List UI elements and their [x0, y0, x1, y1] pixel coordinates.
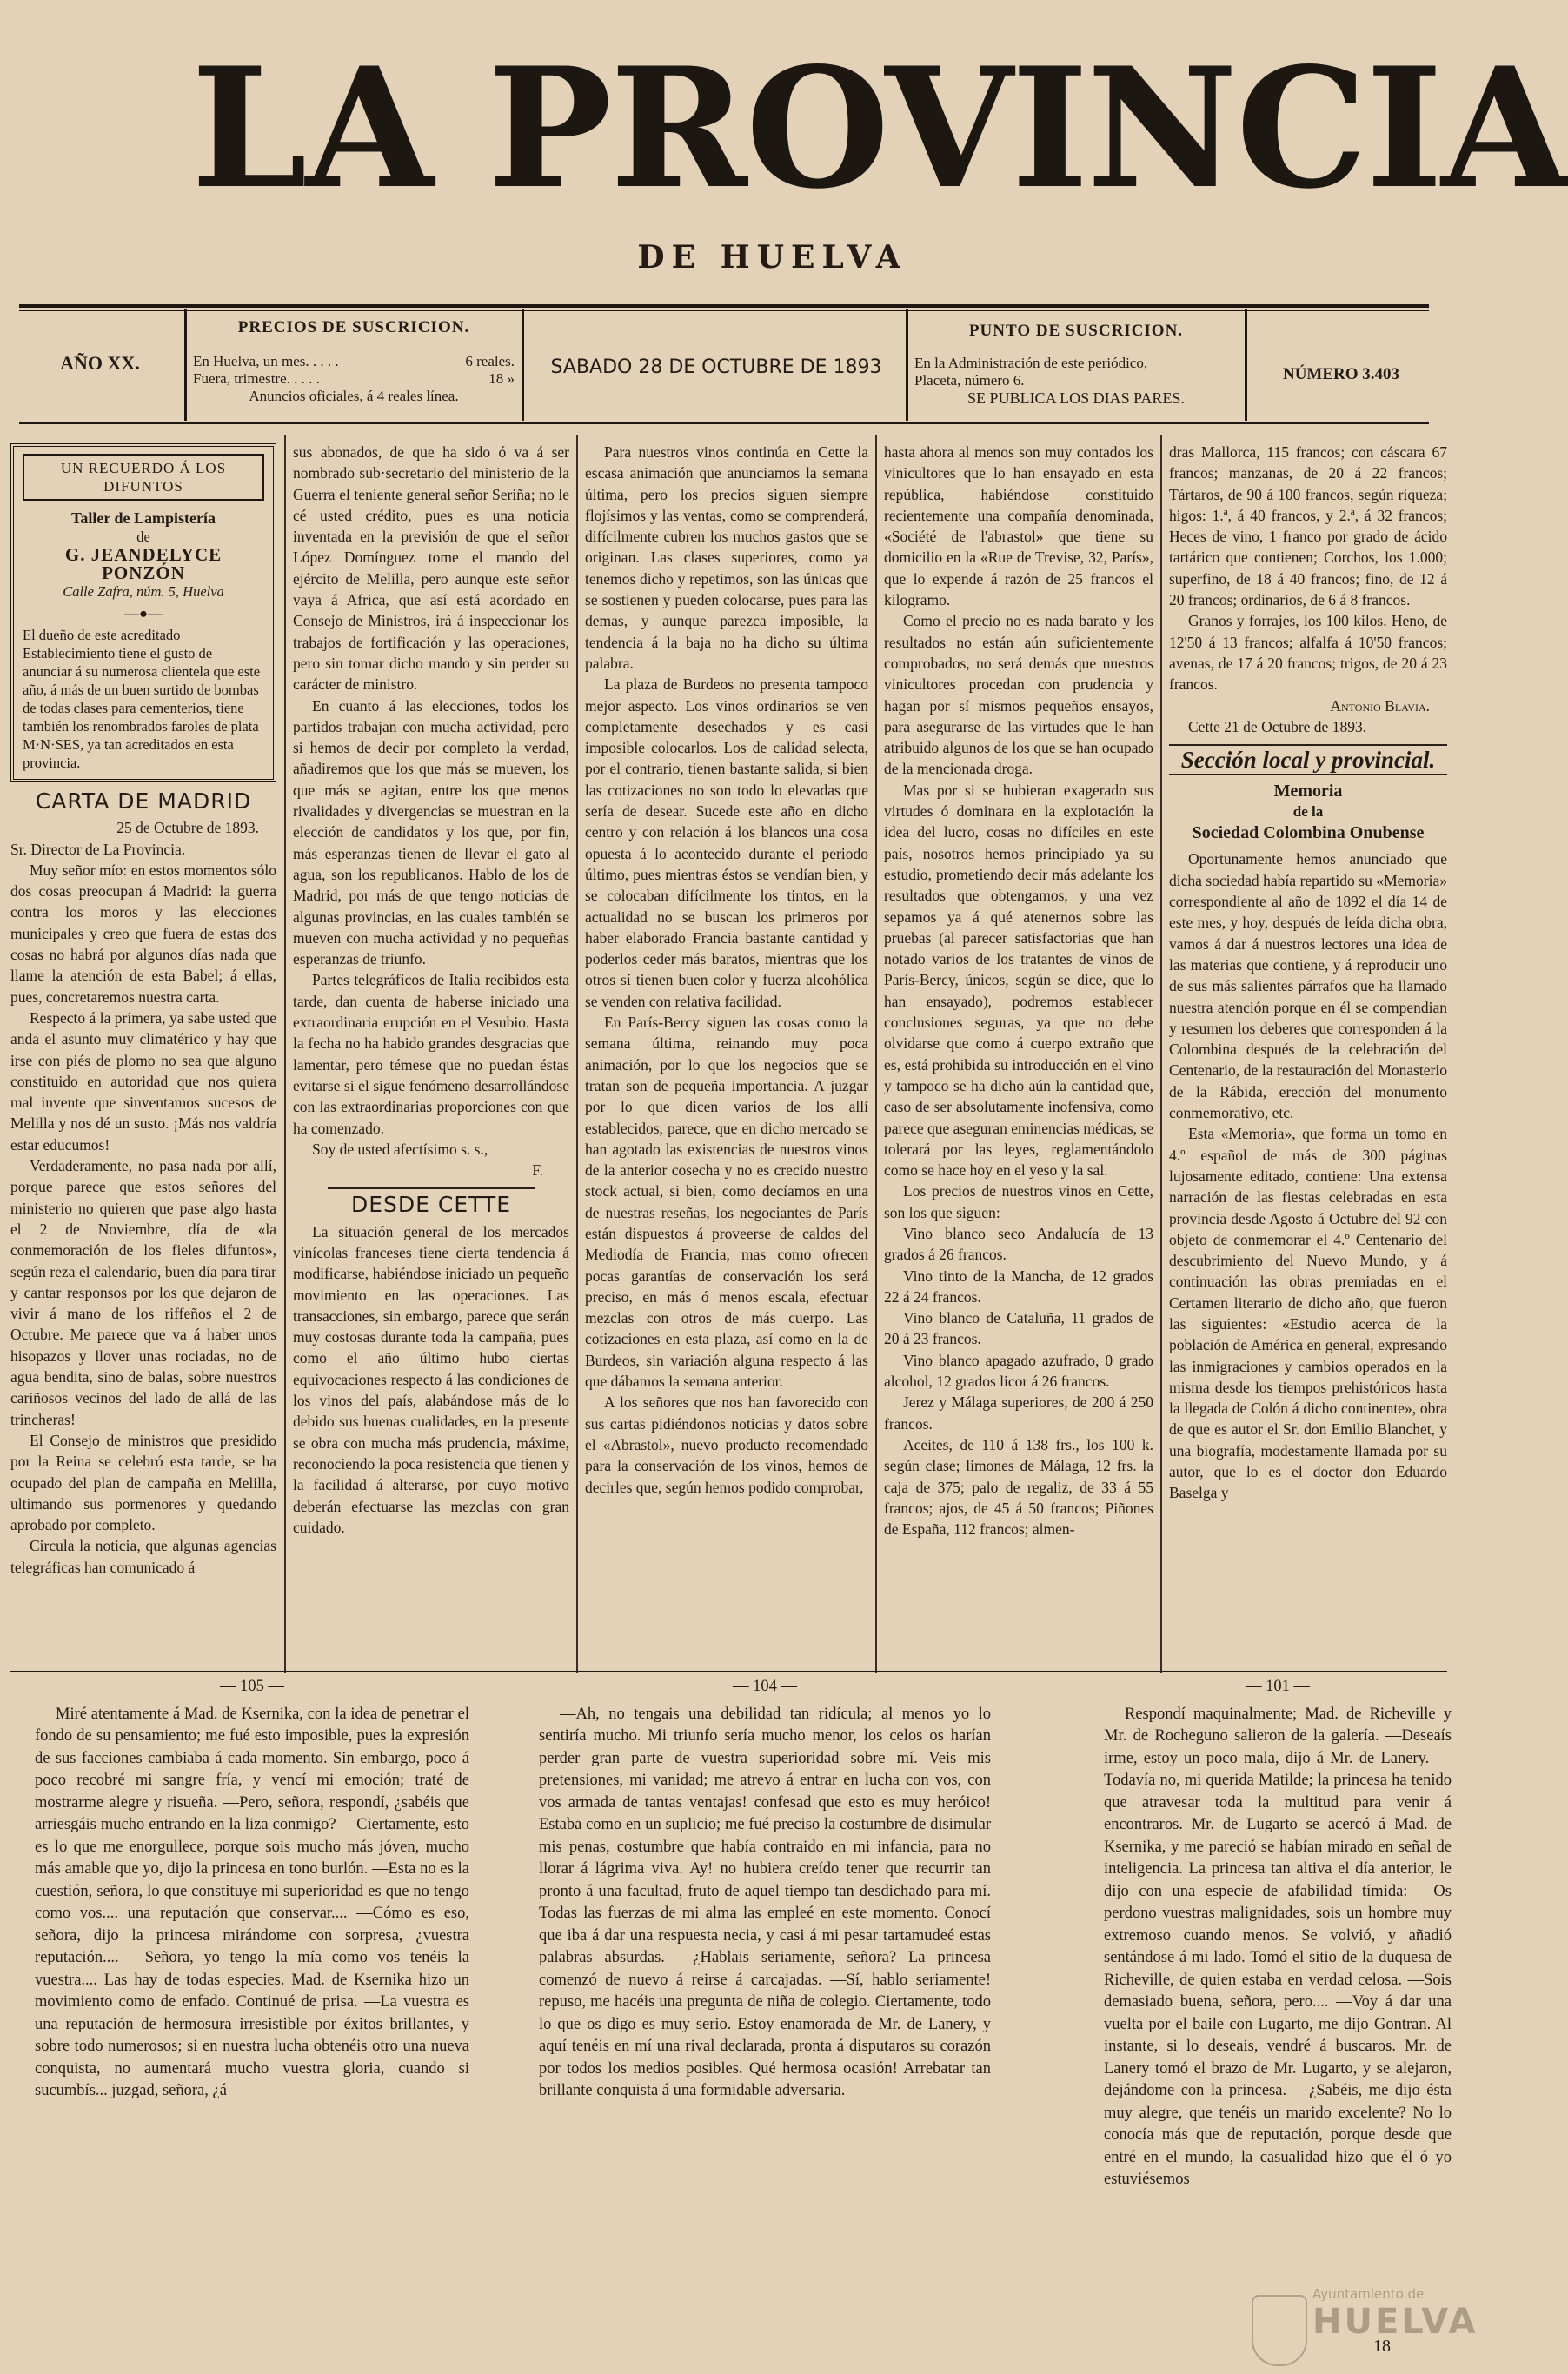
paragraph: Oportunamente hemos anunciado que dicha sociedad había repartido su «Memoria» correspondiente al año de 1892 el día 14 de este mes, y hoy, después de leída dicha obra, vamos á dar á nuestros lectores una idea de las materias que contiene, y á reproducir uno de sus más salientes párrafos que ha llamado nuestra atención porque en él se compendian y resumen los deberes que corresponden á la Colombina después de la celebración del Centenario, de la restauración del Monasterio de la Rábida, erección del monumento conmemorativo, etc.: [1169, 850, 1447, 1122]
point-line-3: SE PUBLICA LOS DIAS PARES.: [967, 389, 1185, 407]
ad-title: UN RECUERDO Á LOS DIFUNTOS: [23, 454, 264, 501]
sheet-number: 18: [1373, 2337, 1391, 2356]
price-1-label: En Huelva, un mes. . . . .: [193, 353, 339, 369]
issue-date: SABADO 28 DE OCTUBRE DE 1893: [550, 356, 882, 378]
header-divider: [906, 309, 908, 421]
folletin-page-104: [539, 1676, 991, 2371]
section-heading-madrid: CARTA DE MADRID: [35, 788, 252, 814]
number-box: [1253, 365, 1429, 400]
paragraph: Verdaderamente, no pasa nada por allí, porque parece que estos señores del ministerio no quieren que pase algo hasta el 2 de Noviembre, día de «la conmemoración de los fieles difuntos», según reza el calendario, buen día para tirar y cantar responsos por los que dejaron de vivir á mano de los riffeños el 2 de Octubre. Me parece que va á haber unos hisopazos y llover unas rociadas, no de agua bendita, sino de balas, sobre nuestros cariñosos vecinos del lado de allá de las trincheras!: [10, 1157, 276, 1428]
cette-date: Cette 21 de Octubre de 1893.: [1188, 717, 1367, 735]
paragraph: En París-Bercy siguen las cosas como la semana última, reinando muy poca animación, por lo que los negocios que se tratan son de pequeña importancia. A juzgar por lo que dicen varios de los allí establecidos, parece, que en dicho mercado se han agotado las existencias de nuestros vinos de la anterior cosecha y no es crecido nuestro stock actual, si bien, como decíamos en una de nuestras reseñas, los negociantes de París están dispuestos á proveerse de caldos del Mediodía de Francia, mas como ofrecen pocas garantías de conservación los será preciso, en más ó menos escala, efectuar mezclas con otros de más cuerpo. Las cotizaciones en esta plaza, así como en la de Burdeos, sin variación alguna respecto á las que dábamos la semana anterior.: [585, 1014, 868, 1391]
paragraph: Esta «Memoria», que forma un tomo en 4.º español de más de 300 páginas lujosamente editado, contiene: Una extensa narración de las fiestas celebradas en esta provincia desde Agosto á Octubre del 92 con objeto de conmemorar el 4.º Centenario del descubrimiento del Nuevo Mundo, y á continuación las obras premiadas en el Certamen literario de dicho año, que fueron las siguientes: «Estudio acerca de la población de América en general, expresando las inmigraciones y cambios operados en la misma desde los tiempos prehistóricos hasta la llegada de Colón á dicho continente», obra de que es autor el Sr. don Emilio Blanchet, y una biografía, modestamente llamada por su autor, que lo es el doctor don Eduardo Baselga y: [1169, 1125, 1447, 1502]
ad-body: El dueño de este acreditado Establecimiento tiene el gusto de anunciar á su numerosa clientela que este año, á más de un buen surtido de bombas de todas clases para cementerios, tiene también los renombrados faroles de plata M·N·SES, ya tan acreditados en esta provincia.: [23, 627, 261, 771]
date-box: [532, 356, 900, 391]
price-3: Anuncios oficiales, á 4 reales línea.: [249, 388, 459, 404]
header-top-rule: [19, 304, 1429, 308]
folletin-page-105: [35, 1676, 469, 2371]
paragraph: Granos y forrajes, los 100 kilos. Heno, de 12'50 á 13 francos; alfalfa á 10'50 francos; avenas, de 17 á 20 francos; trigos, de 20 á 23 francos.: [1169, 612, 1447, 694]
paragraph: Respecto á la primera, ya sabe usted que anda el asunto muy climatérico y hay que irse con piés de plomo no sea que alguno constituido en autoridad que nos quiera mal invente que sinventamos sucesos de Melilla y nos dé un susto. ¡Más nos valdría estar educumos!: [10, 1008, 276, 1154]
advertisement: [10, 443, 276, 782]
price-2-label: Fuera, trimestre. . . . .: [193, 370, 320, 387]
paragraph: Para nuestros vinos continúa en Cette la escasa animación que anunciamos la semana última, pero los precios siguen siempre flojísimos y las ventas, como se comprenderá, difícilmente cubren los muchos gastos que se originan. Las clases superiores, como ya tenemos dicho y repetimos, son las únicas que se sostienen y pueden colocarse, pues para las demas, y aunque parezca imposible, la tendencia á la baja no ha dicho su última palabra.: [585, 443, 868, 672]
folletin-page-number: — 101 —: [1246, 1678, 1310, 1695]
folletin-page-number: — 105 —: [220, 1678, 284, 1695]
column-2: [293, 442, 569, 1672]
paragraph: Mas por si se hubieran exagerado sus virtudes ó dominara en la explotación la idea del lucro, cosas no difíciles en este país, nosotros hemos principiado ya su estudio, prometiendo decir más adelante los resultados que obtengamos, y una vez sepamos ya á qué atenernos sobre las pruebas (al parecer satisfactorias que han notado varios de los tratantes de vinos de París-Bercy, únicos, según se dice, que lo han ensayado), podremos establecer conclusiones seguras, ya que no debe olvidarse que como á cuerpo extraño que es, está prohibida su introducción en el vino y tampoco se ha dicho aún la cantidad que, caso de ser absolutamente inofensiva, como parece que aseguran eminencias médicas, se tolerará por las leyes, reglamentándolo como se hace hoy en el yeso y la sal.: [884, 781, 1153, 1180]
section-heading-local: Sección local y provincial.: [1169, 744, 1447, 775]
masthead-subtitle: DE HUELVA: [637, 239, 907, 276]
paragraph: Como el precio no es nada barato y los resultados no están aún suficientemente comprobados, no será demás que nuestros vinicultores procedan con prudencia y hagan por sí mismos pequeños ensayos, para asegurarse de las virtudes que le han atribuido algunos de los que se han ocupado de la mencionada droga.: [884, 612, 1153, 778]
paragraph: hasta ahora al menos son muy contados los vinicultores que lo han ensayado en esta república, habiéndose constituido recientemente una compañía denominada, «Société de l'abrastol» que tiene su domicilio en la «Rue de Trevise, 32, París», que lo expende á razón de 25 francos el kilogramo.: [884, 443, 1153, 609]
column-4: [884, 442, 1153, 1672]
archive-watermark: [1312, 2286, 1530, 2364]
point-line-2: Placeta, número 6.: [914, 372, 1025, 389]
ad-name: G. JEANDELYCE PONZÓN: [64, 544, 223, 583]
paragraph: Jerez y Málaga superiores, de 200 á 250 francos.: [884, 1393, 1153, 1433]
paragraph: Vino blanco apagado azufrado, 0 grado alcohol, 12 grados licor á 26 francos.: [884, 1351, 1153, 1391]
folletin-page-number: — 104 —: [733, 1678, 797, 1695]
subscription-prices-box: [193, 315, 515, 421]
paragraph: Soy de usted afectísimo s. s.,: [312, 1140, 488, 1158]
section-heading-cette: DESDE CETTE: [328, 1187, 535, 1215]
folletin-text: Respondí maquinalmente; Mad. de Richeville y Mr. de Rocheguno salieron de la galería. —Deseaís irme, estoy un poco mala, dijo á Mr. de Lanery. —Todavía no, mi querida Matilde; la princesa ha tenido que atravesar toda la multitud para venir á encontraros. Mr. de Lugarto se acercó á Mad. de Ksernika, y me pareció se habían mirado en señal de inteligencia. La princesa tan altiva el día anterior, le dijo con una especie de afabilidad tímida: —Os perdono vuestras malignidades, sois un hombre muy extremoso cuando menos. Se volvió, y añadió sentándose á mi lado. Tomó el sitio de la duquesa de Richeville, de quien estaba en verdad celosa. —Sois demasiado buena, señora, pero.... —Voy á dar una vuelta por el baile con Lugarto, me dijo Gontran. Al instante, si lo deseais, vendré á buscaros. Mr. de Lanery tomó el brazo de Mr. Lugarto, y se alejaron, dejándome con la princesa. —¿Sabéis, me dijo ésta muy alegre, que tenéis un marido excelente? No lo conocía más que de reputación, porque desde que entré en el mundo, la casualidad hizo que él ó yo estuviésemos: [1104, 1705, 1452, 2188]
paragraph: A los señores que nos han favorecido con sus cartas pidiéndonos noticias y datos sobre el «Abrastol», nuevo producto recomendado para la conservación de los vinos, hemos de decirles que, según hemos podido comprobar,: [585, 1393, 868, 1496]
column-1: [10, 442, 276, 1672]
price-1-value: 6 reales.: [465, 353, 515, 369]
paragraph: Muy señor mío: en estos momentos sólo dos cosas preocupan á Madrid: la guerra contra los moros y las elecciones municipales y creo que fuera de estas dos cosas no habrá por algunos días nada que llame la atención de esta Babel; á ellas, pues, concretaremos nuestra carta.: [10, 861, 276, 1006]
paragraph: Partes telegráficos de Italia recibidos esta tarde, dan cuenta de haberse iniciado una extraordinaria erupción en el Vesubio. Hasta la fecha no ha habido grandes desgracias que lamentar, pero témese que no puedan éstas evitarse si el sigue fenómeno desarrollándose con las extraordinarias proporciones con que ha comenzado.: [293, 971, 569, 1137]
paragraph: Vino tinto de la Mancha, de 12 grados 22 á 24 francos.: [884, 1267, 1153, 1306]
folletin-text: Miré atentamente á Mad. de Ksernika, con la idea de penetrar el fondo de su pensamiento; me fué esto imposible, pues la expresión de sus facciones cambiaba á cada momento. Sin embargo, poco á poco recobré mi sangre fría, y vencí mi emoción; traté de mostrarme alegre y risueña. —Pero, señora, respondí, ¿sabéis que arriesgáis mucho entrando en la liza conmigo? —Ciertamente, esto es lo que me enorgullece, porque sois mucho más jóven, mucho más amable que yo, dijo la princesa en tono burlón. —Esta no es la cuestión, señora, lo que constituye mi superioridad es que no tengo como vos.... una reputación que conservar.... —Cómo es eso, señora, dijo la princesa mirándome con sorpresa, ¿vuestra reputación.... —Señora, yo tengo la mía como vos tenéis la vuestra.... Las hay de todas especies. Mad. de Ksernika hizo un movimiento como de enfado. Continué de prisa. —La vuestra es una reputación de hermosura irresistible por éxitos brillantes, y sobre todo numerosos; si en nuestra lucha obtenéis otro una nueva conquista, no aumentará mucho vuestra gloria, cuando si sucumbís... juzgad, señora, ¿á: [35, 1705, 469, 2099]
header-divider: [522, 309, 524, 421]
folletin-page-101: [1104, 1676, 1452, 2337]
madrid-dateline: 25 de Octubre de 1893.: [116, 819, 259, 837]
subscription-point-box: [914, 315, 1238, 421]
folletin-text: —Ah, no tengais una debilidad tan ridícula; al menos yo lo sentiría mucho. Mi triunfo sería mucho menor, los celos os harían perder gran parte de vuestra superioridad sobre mí. Veis mis pretensiones, mi vanidad; me atrevo á entrar en lucha con vos, con vos armada de tantas ventajas! confesad que esto es muy heróico! Estaba como en un suplicio; me fué preciso la costumbre de disimular mis penas, costumbre que había contraido en mi infancia, para no llorar á lágrima viva. Ay! no hubiera creído tener que recurrir tan pronto á una facultad, fruto de aquel tiempo tan desdichado para mí. Todas las fuerzas de mi alma las empleé en este momento. Conocí que iba á dar una respuesta necia, y casi á mi pesar tartamudeé estas palabras absurdas. —¿Hablais seriamente, señora? La princesa comenzó de nuevo á reirse á carcajadas. —Sí, hablo seriamente! repuso, me hacéis una pregunta de niña de colegio. Ciertamente, todo lo que os digo es muy serio. Estoy enamorada de Mr. de Lanery, y aquí tenéis en mí una rival declarada, pronta á disputaros su corazón por todos los medios posibles. Qué hermosa ocasión! Arrebatar tan brillante conquista á una formidable adversaria.: [539, 1705, 991, 2099]
paragraph: El Consejo de ministros que presidido por la Reina se celebró esta tarde, se ha ocupado del plan de campaña en Melilla, ultimando sus pormenores y quedando aprobado por completo.: [10, 1431, 276, 1534]
ad-address: Calle Zafra, núm. 5, Huelva: [63, 583, 224, 600]
ad-line-1: Taller de Lampistería: [71, 509, 216, 527]
watermark-line-1: Ayuntamiento de: [1312, 2286, 1425, 2302]
column-rule: [875, 435, 877, 1673]
paragraph: En cuanto á las elecciones, todos los partidos trabajan con mucha actividad, pero si hemos de decir por completo la verdad, añadiremos que los que más se mueven, los que más se agitan, entre los que menos rivalidades y divergencias se muestran en la elección de candidatos y los que, por fin, más esperanzas tienen de llevar el gato al agua, son los republicanos. Hablo de los de Madrid, por más de que tengo noticias de algunas provincias, en las cuales también se mueven con mucha actividad y no pequeñas esperanzas de triunfo.: [293, 696, 569, 968]
author: Antonio Blavia.: [1330, 696, 1430, 715]
point-title: PUNTO DE SUSCRICION.: [968, 322, 1184, 340]
paragraph: Aceites, de 110 á 138 frs., los 100 k. según clase; limones de Málaga, 12 frs. la caja de 375; palo de regaliz, de 33 á 55 francos; ajos, de 45 á 50 francos; Piñones de España, 112 francos; almen-: [884, 1435, 1153, 1539]
header-divider: [184, 309, 187, 421]
memoria-society: Sociedad Colombina Onubense: [1192, 823, 1425, 843]
prices-title: PRECIOS DE SUSCRICION.: [237, 318, 470, 336]
watermark-line-2: HUELVA: [1312, 2302, 1478, 2342]
column-3: [585, 442, 868, 1672]
paragraph: sus abonados, de que ha sido ó va á ser nombrado sub·secretario del ministerio de la Guerra el teniente general señor Seriña; no le cé usted crédito, pues es una noticia inventada en la previsión de que el señor López Domínguez tome el mando del ejército de Melilla, pero aunque este señor vaya á Africa, que así está acordado en Consejo de Ministros, irá á inspeccionar los trabajos de fortificación y las operaciones, pero sin tomar dicho mando y sin perder su carácter de ministro.: [293, 443, 569, 694]
folletin-rule: [10, 1671, 1447, 1672]
header-bottom-rule: [19, 422, 1429, 424]
year-box: [19, 352, 181, 387]
issue-year: AÑO XX.: [60, 352, 140, 374]
ad-line-2: de: [136, 529, 150, 545]
signature: F.: [532, 1161, 543, 1180]
paragraph: La situación general de los mercados vinícolas franceses tiene cierta tendencia á modificarse, habiéndose iniciado un pequeño movimiento en las operaciones. Las transacciones, sin embargo, parece que serán muy costosas durante toda la campaña, pues como el año último hubo ciertas equivocaciones respecto á las condiciones de los vinos del país, alabándose más de lo debido sus buenas cualidades, en la presente se obra con mucha más prudencia, máxime, reconociendo la poca resistencia que tienen y la facilidad á alterarse, por cuyo motivo deberán efectuarse las mezclas con gran cuidado.: [293, 1222, 569, 1536]
ad-ornament-icon: —●—: [124, 605, 163, 622]
column-rule: [576, 435, 578, 1673]
paragraph: Circula la noticia, que algunas agencias telegráficas han comunicado á: [10, 1537, 276, 1576]
paragraph: dras Mallorca, 115 francos; con cáscara 67 francos; manzanas, de 20 á 22 francos; Tártaros, de 90 á 100 francos, según riqueza; higos: 1.ª, á 40 francos, y 2.ª, á 32 francos; Heces de vino, 1 franco por grado de ácido tartárico que contienen; Corchos, los 1.000; superfino, de 18 á 40 francos; fino, de 12 á 20 francos; ordinarios, de 6 á 8 francos.: [1169, 443, 1447, 609]
point-line-1: En la Administración de este periódico,: [914, 355, 1148, 371]
memoria-title: Memoria: [1273, 781, 1343, 801]
paragraph: Vino blanco seco Andalucía de 13 grados á 26 francos.: [884, 1224, 1153, 1264]
header-top-rule-thin: [19, 310, 1429, 311]
issue-number: NÚMERO 3.403: [1282, 365, 1400, 383]
column-rule: [284, 435, 286, 1673]
masthead-title: LA PROVINCIA: [191, 31, 1568, 225]
column-rule: [1160, 435, 1162, 1673]
paragraph: Vino blanco de Cataluña, 11 grados de 20 á 23 francos.: [884, 1309, 1153, 1348]
memoria-de-la: de la: [1292, 803, 1324, 821]
paragraph: Los precios de nuestros vinos en Cette, son los que siguen:: [884, 1182, 1153, 1221]
paragraph: La plaza de Burdeos no presenta tampoco mejor aspecto. Los vinos ordinarios se ven completamente desechados y es casi imposible colocarlos. Los de calidad selecta, por el contrario, tienen bastante salida, si bien las cotizaciones no son todo lo elevadas que sería de desear. Sucede este año en dicho centro y con relación á los blancos una cosa opuesta á lo acontecido durante el periodo último, pues mientras éstos se vendían bien, y se colocaban difícilmente los tintos, en la actualidad no se buscan los primeros por haber elaborado Francia bastante cantidad y poderlos ceder más baratos, mientras que los otros sí tienen buen color y fuerza alcohólica se venden con relativa facilidad.: [585, 675, 868, 1010]
city-seal-icon: [1252, 2295, 1307, 2366]
header-divider: [1245, 309, 1247, 421]
column-5: [1169, 442, 1447, 1672]
price-2-value: 18 »: [488, 370, 515, 387]
madrid-salutation: Sr. Director de La Provincia.: [10, 840, 186, 858]
